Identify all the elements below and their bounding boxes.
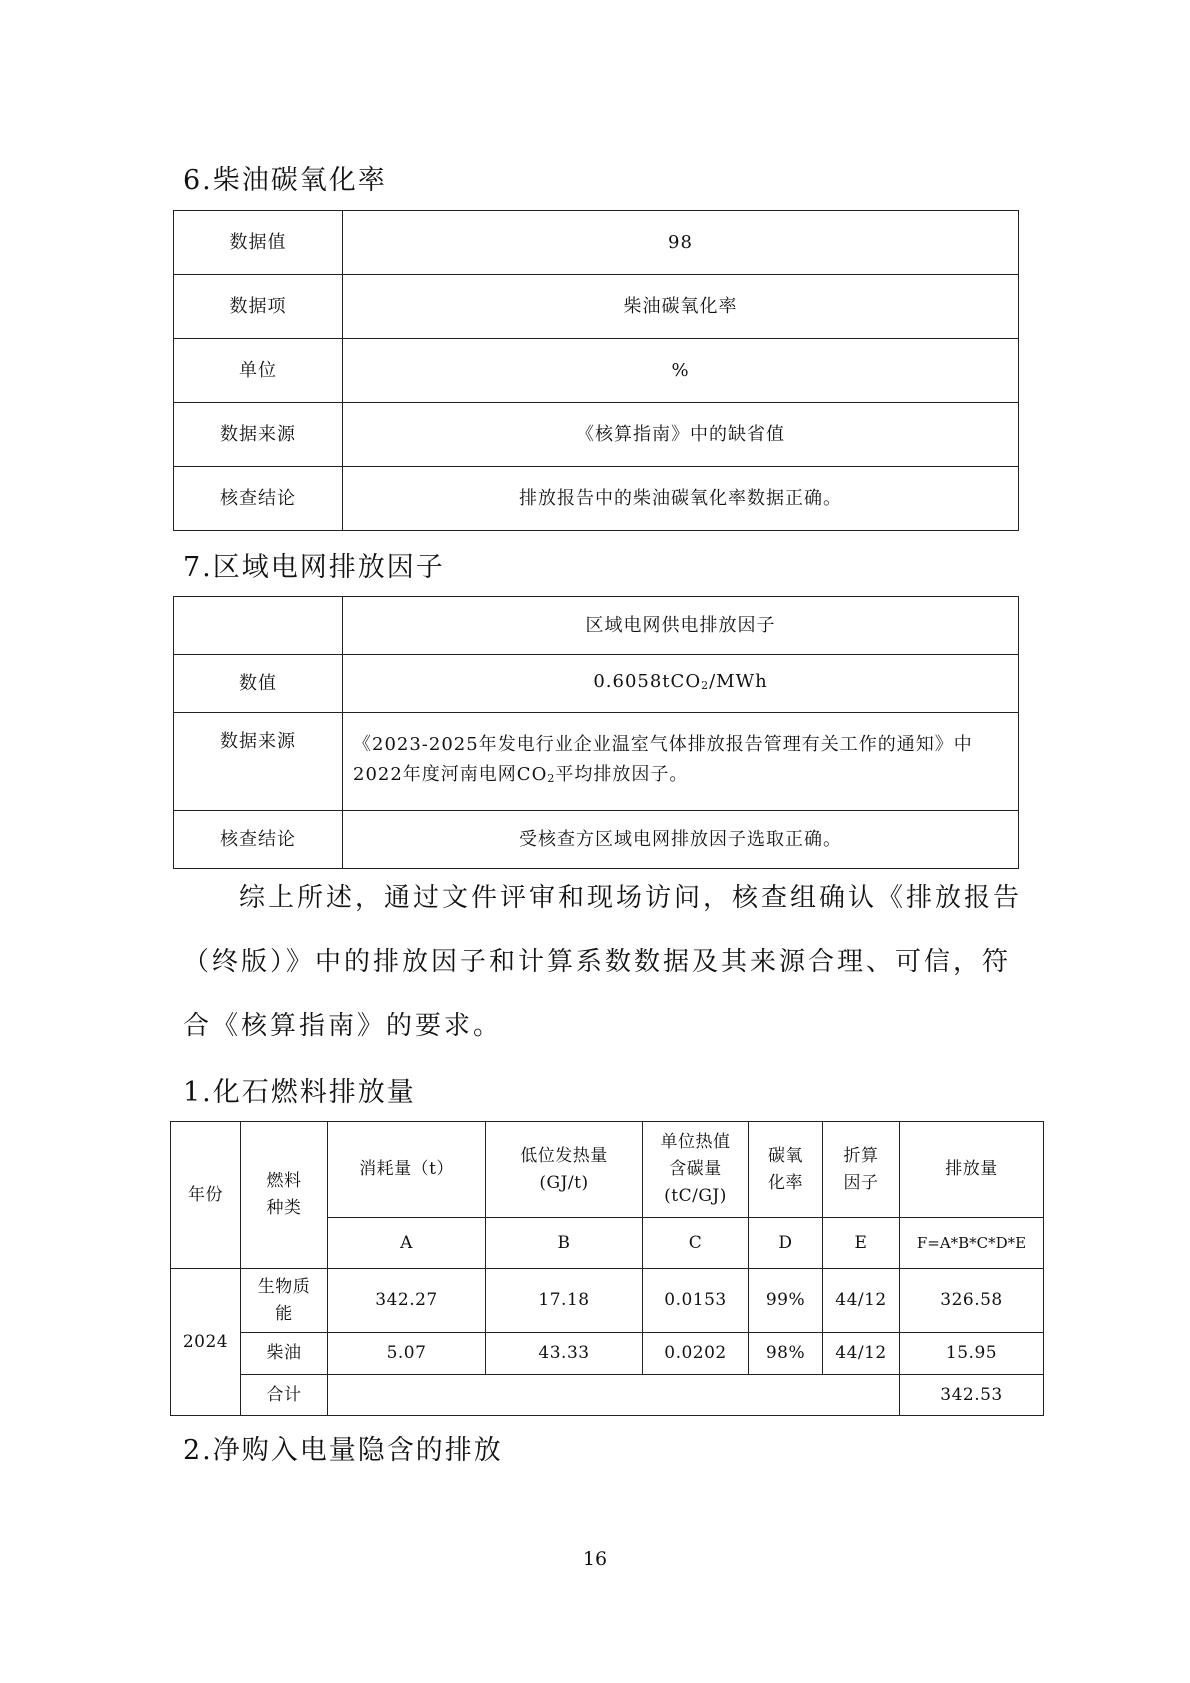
source-line1: 《2023-2025年发电行业企业温室气体排放报告管理有关工作的通知》中 (353, 733, 973, 755)
cell-c: 0.0153 (643, 1269, 749, 1333)
table-row (174, 467, 1019, 531)
formula: F=A*B*C*D*E (900, 1218, 1044, 1269)
cell-b: 17.18 (486, 1269, 643, 1333)
total-empty (328, 1375, 900, 1416)
total-value: 342.53 (900, 1375, 1044, 1416)
factor-header: 区域电网供电排放因子 (343, 597, 1019, 655)
source-value (343, 713, 1019, 811)
value-label: 数值 (174, 655, 343, 713)
table-row (174, 597, 1019, 655)
total-label: 合计 (241, 1375, 328, 1416)
letter-e: E (823, 1218, 900, 1269)
table-row (174, 339, 1019, 403)
section2-heading: 2.净购入电量隐含的排放 (183, 1435, 503, 1466)
row-label: 数据值 (174, 211, 343, 275)
cell-d: 98% (749, 1333, 823, 1375)
row-label: 核查结论 (174, 467, 343, 531)
letter-a: A (328, 1218, 486, 1269)
table-row (174, 403, 1019, 467)
table-row (171, 1333, 1044, 1375)
table-row (174, 713, 1019, 811)
cell-f: 15.95 (900, 1333, 1044, 1375)
section1-heading: 1.化石燃料排放量 (183, 1077, 416, 1108)
fuel-header: 燃料 种类 (241, 1122, 328, 1269)
cell-b: 43.33 (486, 1333, 643, 1375)
row-label: 数据项 (174, 275, 343, 339)
year-cell: 2024 (171, 1269, 241, 1416)
source-line2: 2022年度河南电网$CO_2$平均排放因子。 (353, 763, 689, 785)
cell-d: 99% (749, 1269, 823, 1333)
fuel-cell: 生物质 能 (241, 1269, 328, 1333)
emission-header: 排放量 (900, 1122, 1044, 1218)
conversion-header: 折算 因子 (823, 1122, 900, 1218)
table-total-row (171, 1375, 1044, 1416)
ncv-header: 低位发热量 (GJ/t) (486, 1122, 643, 1218)
letter-d: D (749, 1218, 823, 1269)
factor-value: 0.6058tCO$_2$/MWh (343, 655, 1019, 713)
letter-b: B (486, 1218, 643, 1269)
section6-table (173, 210, 1019, 531)
cell-f: 326.58 (900, 1269, 1044, 1333)
year-header: 年份 (171, 1122, 241, 1269)
fuel-cell: 柴油 (241, 1333, 328, 1375)
source-label: 数据来源 (174, 713, 343, 811)
cell-c: 0.0202 (643, 1333, 749, 1375)
section6-heading: 6.柴油碳氧化率 (183, 165, 387, 196)
row-value: 98 (343, 211, 1019, 275)
table-row (174, 275, 1019, 339)
letter-c: C (643, 1218, 749, 1269)
table-row (171, 1269, 1044, 1333)
section7-heading: 7.区域电网排放因子 (183, 552, 445, 583)
table-row (174, 811, 1019, 869)
row-label: 数据来源 (174, 403, 343, 467)
conclusion-label: 核查结论 (174, 811, 343, 869)
page-number: 16 (582, 1548, 608, 1570)
row-value: 排放报告中的柴油碳氧化率数据正确。 (343, 467, 1019, 531)
cell-a: 342.27 (328, 1269, 486, 1333)
conclusion-value: 受核查方区域电网排放因子选取正确。 (343, 811, 1019, 869)
fossil-fuel-table (170, 1121, 1044, 1416)
table-row (174, 211, 1019, 275)
row-label: 单位 (174, 339, 343, 403)
section7-table (173, 596, 1019, 869)
row-value: % (343, 339, 1019, 403)
consumption-header: 消耗量（t） (328, 1122, 486, 1218)
cell-e: 44/12 (823, 1269, 900, 1333)
oxidation-header: 碳氧 化率 (749, 1122, 823, 1218)
row-value: 柴油碳氧化率 (343, 275, 1019, 339)
row-value: 《核算指南》中的缺省值 (343, 403, 1019, 467)
summary-paragraph: 综上所述，通过文件评审和现场访问，核查组确认《排放报告（终版）》中的排放因子和计算系数数据及其来源合理、可信，符合《核算指南》的要求。 (183, 883, 1023, 1041)
table-row (174, 655, 1019, 713)
empty-cell (174, 597, 343, 655)
cell-e: 44/12 (823, 1333, 900, 1375)
cell-a: 5.07 (328, 1333, 486, 1375)
carbon-content-header: 单位热值 含碳量 (tC/GJ) (643, 1122, 749, 1218)
table-header-row (171, 1122, 1044, 1218)
